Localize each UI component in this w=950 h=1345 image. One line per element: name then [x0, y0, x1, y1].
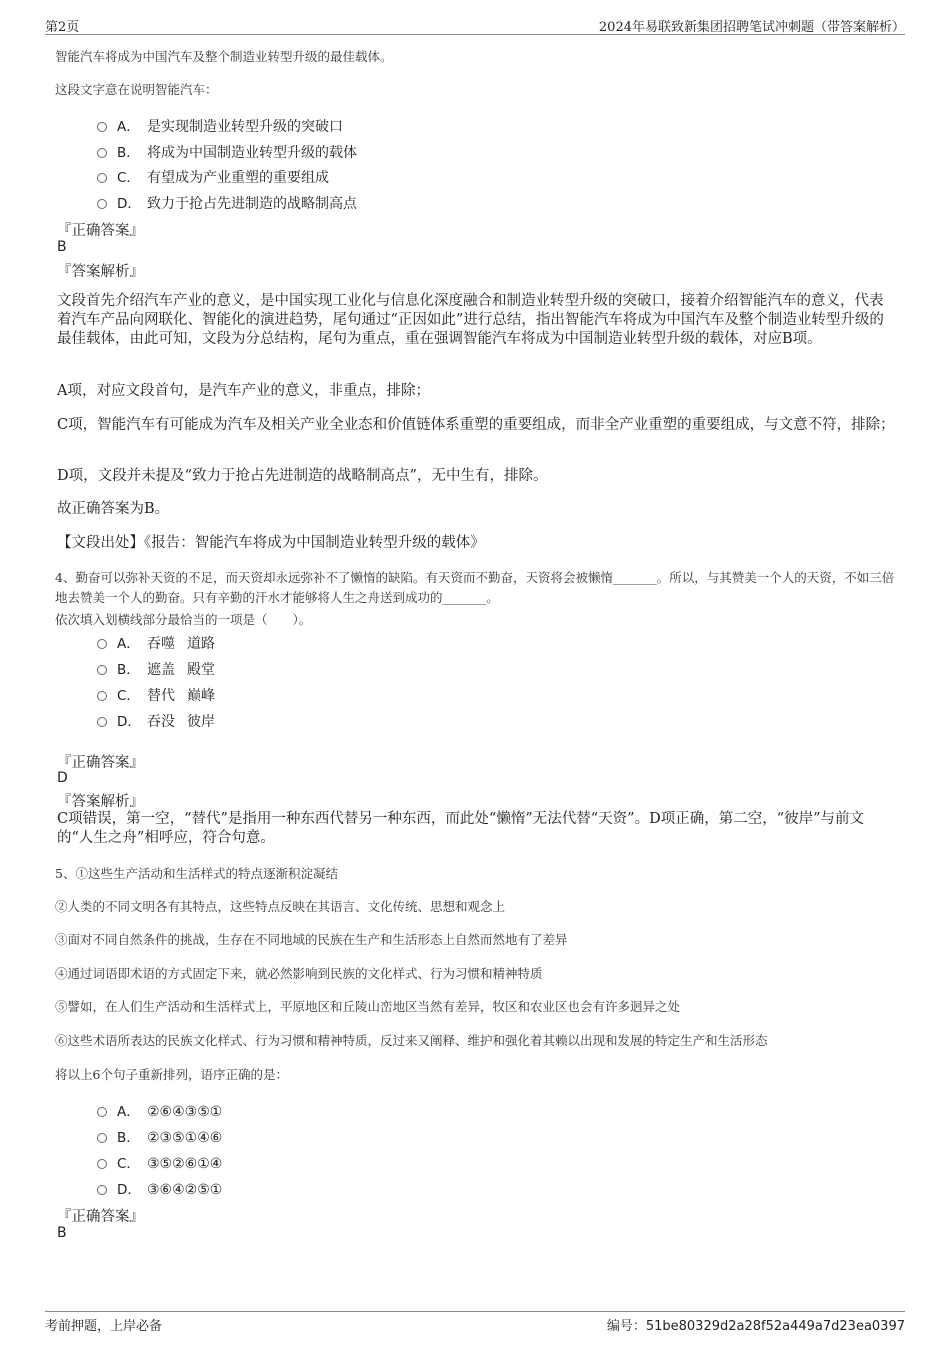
- q5-sentence-4: ④通过词语即术语的方式固定下来，就必然影响到民族的文化样式、行为习惯和精神特质: [55, 966, 543, 981]
- radio-icon[interactable]: [97, 1185, 107, 1195]
- radio-icon[interactable]: [97, 173, 107, 183]
- q4-option-c[interactable]: C． 替代 巅峰: [97, 684, 215, 705]
- radio-icon[interactable]: [97, 1133, 107, 1143]
- radio-icon[interactable]: [97, 665, 107, 675]
- q3-passage-tail: 智能汽车将成为中国汽车及整个制造业转型升级的最佳载体。: [55, 49, 393, 64]
- q3-stem: 这段文字意在说明智能汽车：: [55, 82, 218, 97]
- q3-analysis-c: C项，智能汽车有可能成为汽车及相关产业全业态和价值链体系重塑的重要组成，而非全产业重塑的重要组成，与文意不符，排除；: [57, 417, 895, 433]
- q4-stem: 4、勤奋可以弥补天资的不足，而天资却永远弥补不了懒惰的缺陷。有天资而不勤奋，天资将会被懒惰_______。所以，与其赞美一个人的天资，不如三倍地去赞美一个人的勤奋。只有辛勤的汗水才能够将人生之舟送到成功的_______。: [55, 570, 895, 605]
- q3-option-d[interactable]: D． 致力于抢占先进制造的战略制高点: [97, 192, 357, 213]
- radio-icon[interactable]: [97, 1159, 107, 1169]
- q5-stem: 将以上6个句子重新排列，语序正确的是：: [55, 1067, 288, 1082]
- q4-option-b[interactable]: B． 遮盖 殿堂: [97, 658, 215, 679]
- q5-answer-label: 『正确答案』: [57, 1209, 144, 1225]
- q3-option-b[interactable]: B． 将成为中国制造业转型升级的载体: [97, 141, 357, 162]
- q5-option-c[interactable]: C． ③⑤②⑥①④: [97, 1152, 222, 1172]
- q4-answer: D: [57, 770, 68, 786]
- radio-icon[interactable]: [97, 148, 107, 158]
- radio-icon[interactable]: [97, 691, 107, 701]
- q5-answer: B: [57, 1225, 67, 1241]
- q5-sentence-3: ③面对不同自然条件的挑战，生存在不同地域的民族在生产和生活形态上自然而然地有了差异: [55, 932, 568, 947]
- page-number: 第2页: [45, 20, 80, 35]
- q3-analysis-a: A项，对应文段首句，是汽车产业的意义，非重点，排除；: [57, 383, 430, 399]
- q3-answer: B: [57, 239, 67, 255]
- footer-rule: [45, 1311, 905, 1312]
- q3-conclusion: 故正确答案为B。: [57, 501, 170, 517]
- q5-sentence-2: ②人类的不同文明各有其特点，这些特点反映在其语言、文化传统、思想和观念上: [55, 899, 506, 914]
- radio-icon[interactable]: [97, 122, 107, 132]
- q3-answer-label: 『正确答案』: [57, 223, 144, 239]
- q3-option-a[interactable]: A． 是实现制造业转型升级的突破口: [97, 115, 343, 136]
- q4-instruction: 依次填入划横线部分最恰当的一项是（ ）。: [55, 612, 312, 627]
- header-rule: [45, 34, 905, 35]
- q4-answer-label: 『正确答案』: [57, 755, 144, 771]
- q4-analysis-label: 『答案解析』: [57, 794, 144, 810]
- q3-analysis-label: 『答案解析』: [57, 264, 144, 280]
- radio-icon[interactable]: [97, 1107, 107, 1117]
- q3-source: 【文段出处】《报告：智能汽车将成为中国制造业转型升级的载体》: [57, 535, 485, 551]
- q5-option-b[interactable]: B． ②③⑤①④⑥: [97, 1126, 222, 1146]
- q5-sentence-5: ⑤譬如，在人们生产活动和生活样式上，平原地区和丘陵山峦地区当然有差异，牧区和农业区也会有许多迥异之处: [55, 999, 681, 1014]
- q4-option-a[interactable]: A． 吞噬 道路: [97, 632, 215, 653]
- radio-icon[interactable]: [97, 717, 107, 727]
- footer-slogan: 考前押题，上岸必备: [45, 1319, 163, 1334]
- q5-option-a[interactable]: A． ②⑥④③⑤①: [97, 1100, 222, 1120]
- footer-code: 编号：51be80329d2a28f52a449a7d23ea0397: [606, 1319, 905, 1334]
- radio-icon[interactable]: [97, 639, 107, 649]
- q5-sentence-6: ⑥这些术语所表达的民族文化样式、行为习惯和精神特质，反过来又阐释、维护和强化着其赖以出现和发展的特定生产和生活形态: [55, 1033, 768, 1048]
- q3-analysis-paragraph: 文段首先介绍汽车产业的意义，是中国实现工业化与信息化深度融合和制造业转型升级的突破口，接着介绍智能汽车的意义，代表着汽车产品向网联化、智能化的演进趋势，尾句通过“正因如此”进行总结，指出智能汽车将成为中国汽车及整个制造业转型升级的最佳载体，由此可知，文段为分总结构，尾句为重点，重在强调智能汽车将成为中国制造业转型升级的载体，对应B项。: [57, 293, 884, 347]
- radio-icon[interactable]: [97, 199, 107, 209]
- q3-analysis-d: D项，文段并未提及“致力于抢占先进制造的战略制高点”，无中生有，排除。: [57, 468, 548, 484]
- q4-option-d[interactable]: D． 吞没 彼岸: [97, 710, 215, 731]
- document-title: 2024年易联致新集团招聘笔试冲刺题（带答案解析）: [598, 20, 905, 35]
- q3-option-c[interactable]: C． 有望成为产业重塑的重要组成: [97, 166, 329, 187]
- q5-sentence-1: 5、①这些生产活动和生活样式的特点逐渐积淀凝结: [55, 866, 338, 881]
- q4-analysis: C项错误，第一空，“替代”是指用一种东西代替另一种东西，而此处“懒惰”无法代替“天资”。D项正确，第二空，“彼岸”与前文的“人生之舟”相呼应，符合句意。: [57, 811, 865, 846]
- q5-option-d[interactable]: D． ③⑥④②⑤①: [97, 1178, 222, 1198]
